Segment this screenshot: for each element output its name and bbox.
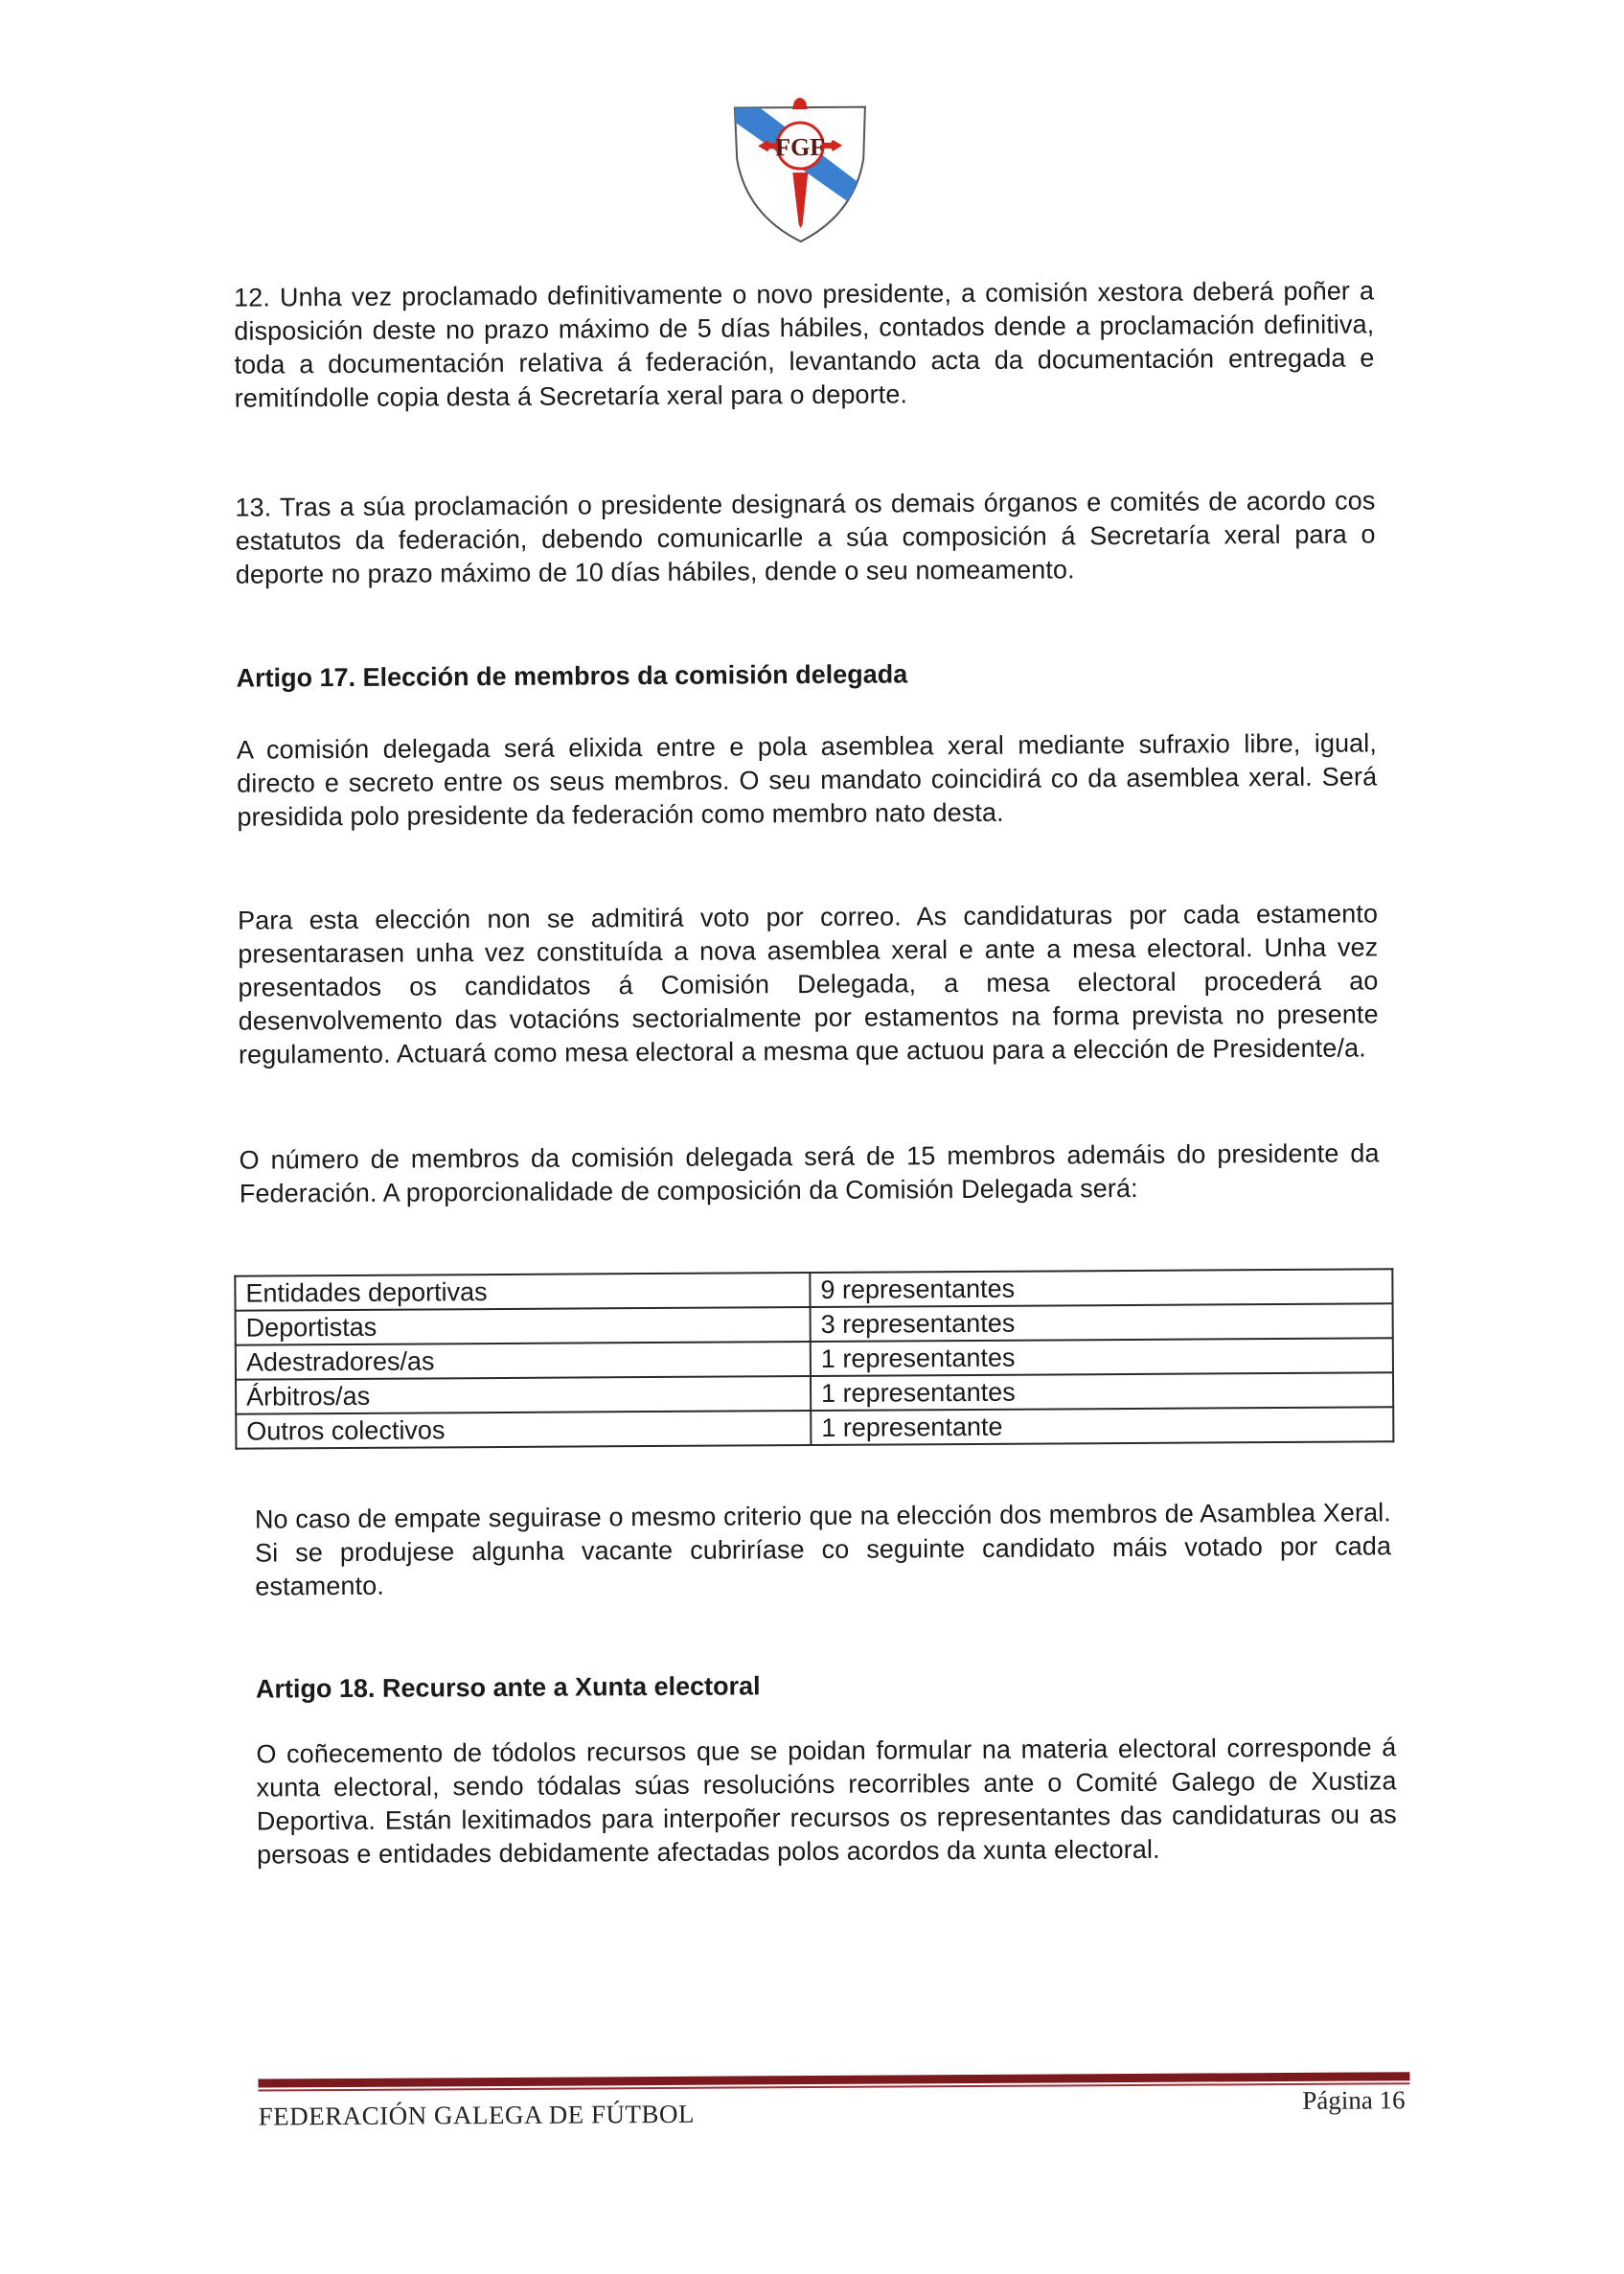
article-17-paragraph-2 [238,897,1379,1071]
article-18-paragraph-1 [256,1731,1397,1872]
logo-text: FGF [775,132,826,162]
shield-emblem-icon [731,92,870,244]
representantes-cell: 1 representantes [811,1338,1393,1376]
table-row [236,1407,1393,1448]
article-17-paragraph-4 [255,1496,1392,1603]
estamento-cell: Árbitros/as [236,1376,811,1414]
article-17-paragraph-1 [237,726,1378,834]
representantes-cell: 1 representantes [811,1372,1393,1411]
article-18-paragraph-1-text: O coñecemento de tódolos recursos que se poidan formular na materia electoral corresponde á xunta electoral, sendo tódalas súas resolucións recorribles ante o Comité Galego de Xustiza Deportiva. Están lexitimados para interpoñer recursos os representantes das candidaturas ou as persoas e entidades debidamente afectadas polos acordos da xunta electoral. [256,1733,1397,1870]
item-12-paragraph [234,274,1375,415]
footer-organization: FEDERACIÓN GALEGA DE FÚTBOL [258,2099,696,2131]
article-17-paragraph-1-text: A comisión delegada será elixida entre e pola asemblea xeral mediante sufraxio libre, igual, directo e secreto entre os seus membros. O seu mandato coincidirá co da asemblea xeral. Será presidida polo presidente da federación como membro nato desta. [236,728,1378,832]
article-17-paragraph-3-text: O número de membros da comisión delegada será de 15 membros ademáis do presidente da Federación. A proporcionalidade de composición da Comisión Delegada será: [239,1138,1380,1208]
article-17-paragraph-4-text: No caso de empate seguirase o mesmo criterio que na elección dos membros de Asamblea Xeral. Si se produjese algunha vacante cubriríase co seguinte candidato máis votado por cada estamento. [254,1498,1392,1601]
article-18-heading: Artigo 18. Recurso ante a Xunta electoral [255,1671,761,1704]
estamento-cell: Deportistas [236,1307,811,1345]
delegated-commission-composition-table [234,1268,1394,1449]
item-13-text: 13. Tras a súa proclamación o presidente designará os demais órganos e comités de acordo cos estatutos da federación, debendo comunicarlle a súa composición á Secretaría xeral para o deporte no prazo máximo de 10 días hábiles, dende o seu nomeamento. [235,486,1376,589]
estamento-cell: Adestradores/as [236,1342,811,1380]
footer-page-number: Página 16 [1302,2085,1406,2115]
item-12-text: 12. Unha vez proclamado definitivamente o novo presidente, a comisión xestora deberá poñer a disposición deste no prazo máximo de 5 días hábiles, contados dende a proclamación definitiva, toda a documentación relativa á federación, levantando acta da documentación entregada e remitíndolle copia desta á Secretaría xeral para o deporte. [234,276,1375,413]
item-13-paragraph [235,484,1376,591]
estamento-cell: Outros colectivos [236,1411,811,1449]
representantes-cell: 1 representante [811,1407,1393,1445]
article-17-paragraph-3 [239,1137,1379,1210]
representantes-cell: 9 representantes [810,1269,1392,1307]
article-17-paragraph-2-text: Para esta elección non se admitirá voto por correo. As candidaturas por cada estamento presentarasen unha vez constituída a nova asemblea xeral e ante a mesa electoral. Unha vez presentados os candidatos á Comisión Delegada, a mesa electoral procederá ao desenvolvemento das votacións sectorialmente por estamentos na forma prevista no presente regulamento. Actuará como mesa electoral a mesma que actuou para a elección de Presidente/a. [237,899,1379,1069]
representantes-cell: 3 representantes [811,1303,1393,1342]
article-17-heading: Artigo 17. Elección de membros da comisión delegada [236,659,908,693]
fgf-logo [731,92,870,244]
estamento-cell: Entidades deportivas [235,1273,810,1311]
